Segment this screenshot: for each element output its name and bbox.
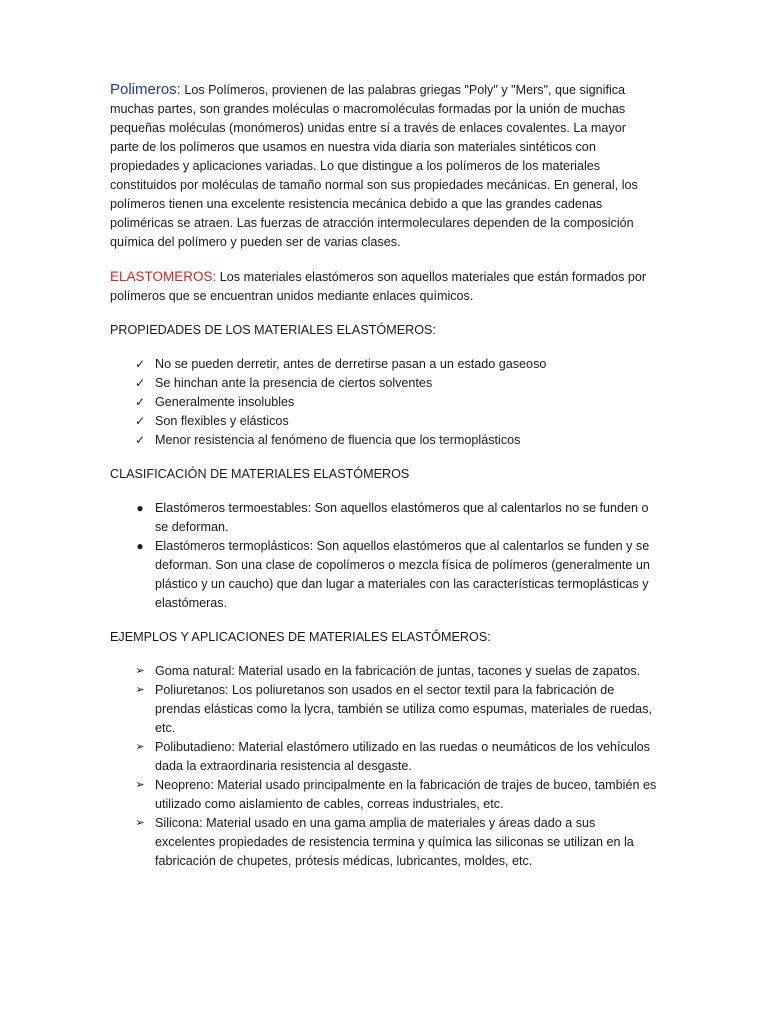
- ejemplos-heading: EJEMPLOS Y APLICACIONES DE MATERIALES ELASTÓMEROS:: [110, 630, 491, 644]
- list-item-text: Neopreno: Material usado principalmente en la fabricación de trajes de buceo, también es utilizado como aislamiento de cables, correas industriales, etc.: [155, 778, 657, 811]
- list-item-text: Se hinchan ante la presencia de ciertos solventes: [155, 376, 433, 390]
- list-item: [110, 393, 658, 412]
- list-item: [110, 738, 658, 776]
- list-item-text: Goma natural: Material usado en la fabricación de juntas, tacones y suelas de zapatos.: [155, 664, 641, 678]
- clasificacion-list: [110, 499, 658, 613]
- list-item: [110, 499, 658, 537]
- arrow-bullet-icon: ➢: [135, 741, 145, 753]
- list-item-text: Menor resistencia al fenómeno de fluencia que los termoplásticos: [155, 433, 521, 447]
- list-item-text: Elastómeros termoplásticos: Son aquellos elastómeros que al calentarlos se funden y se deforman. Son una clase de copolímeros o mezcla física de polímeros (generalmente un plástico y un caucho) que dan lugar a materiales con las características termoplásticas y elastómeras.: [155, 539, 650, 610]
- list-item-text: Generalmente insolubles: [155, 395, 295, 409]
- list-item-text: No se pueden derretir, antes de derretirse pasan a un estado gaseoso: [155, 357, 547, 371]
- list-item: [110, 431, 658, 450]
- elastomeros-paragraph: [110, 267, 658, 306]
- arrow-bullet-icon: ➢: [135, 817, 145, 829]
- intro-lead: Polimeros:: [110, 81, 181, 98]
- bullet-icon: ●: [136, 539, 144, 553]
- checkmark-icon: ✓: [134, 433, 146, 447]
- list-item: [110, 662, 658, 681]
- ejemplos-list: [110, 662, 658, 871]
- elastomeros-lead: ELASTOMEROS:: [110, 269, 217, 284]
- list-item: [110, 681, 658, 738]
- list-item: [110, 776, 658, 814]
- checkmark-icon: ✓: [134, 414, 146, 428]
- elastomeros-text: Los materiales elastómeros son aquellos materiales que están formados por polímeros que se encuentran unidos mediante enlaces químicos.: [110, 270, 647, 303]
- checkmark-icon: ✓: [134, 395, 146, 409]
- intro-paragraph: [110, 80, 658, 252]
- list-item: [110, 537, 658, 613]
- clasificacion-heading: CLASIFICACIÓN DE MATERIALES ELASTÓMEROS: [110, 467, 410, 481]
- arrow-bullet-icon: ➢: [135, 665, 145, 677]
- arrow-bullet-icon: ➢: [135, 684, 145, 696]
- propiedades-list: [110, 355, 658, 450]
- list-item-text: Silicona: Material usado en una gama amplia de materiales y áreas dado a sus excelentes propiedades de resistencia termina y química las siliconas se utilizan en la fabricación de chupetes, prótesis médicas, lubricantes, moldes, etc.: [155, 816, 634, 868]
- propiedades-heading: PROPIEDADES DE LOS MATERIALES ELASTÓMEROS:: [110, 323, 436, 337]
- arrow-bullet-icon: ➢: [135, 779, 145, 791]
- list-item-text: Son flexibles y elásticos: [155, 414, 289, 428]
- list-item-text: Elastómeros termoestables: Son aquellos elastómeros que al calentarlos no se funden o se deforman.: [155, 501, 649, 534]
- list-item: [110, 374, 658, 393]
- list-item: [110, 412, 658, 431]
- intro-text: Los Polímeros, provienen de las palabras griegas "Poly" y "Mers", que significa muchas partes, son grandes moléculas o macromoléculas formadas por la unión de muchas pequeñas moléculas (monómeros) unidas entre sí a través de enlaces covalentes. La mayor parte de los polímeros que usamos en nuestra vida diaria son materiales sintéticos con propiedades y aplicaciones variadas. Lo que distingue a los polímeros de los materiales constituidos por moléculas de tamaño normal son sus propiedades mecánicas. En general, los polímeros tienen una excelente resistencia mecánica debido a que las grandes cadenas poliméricas se atraen. Las fuerzas de atracción intermoleculares dependen de la composición química del polímero y pueden ser de varias clases.: [110, 83, 638, 249]
- list-item-text: Poliuretanos: Los poliuretanos son usados en el sector textil para la fabricación de prendas elásticas como la lycra, también se utiliza como espumas, materiales de ruedas, etc.: [155, 683, 652, 735]
- list-item: [110, 355, 658, 374]
- document-page: [110, 80, 658, 886]
- bullet-icon: ●: [136, 501, 144, 515]
- list-item: [110, 814, 658, 871]
- checkmark-icon: ✓: [134, 357, 146, 371]
- checkmark-icon: ✓: [134, 376, 146, 390]
- list-item-text: Polibutadieno: Material elastómero utilizado en las ruedas o neumáticos de los vehículos dada la extraordinaria resistencia al desgaste.: [155, 740, 650, 773]
